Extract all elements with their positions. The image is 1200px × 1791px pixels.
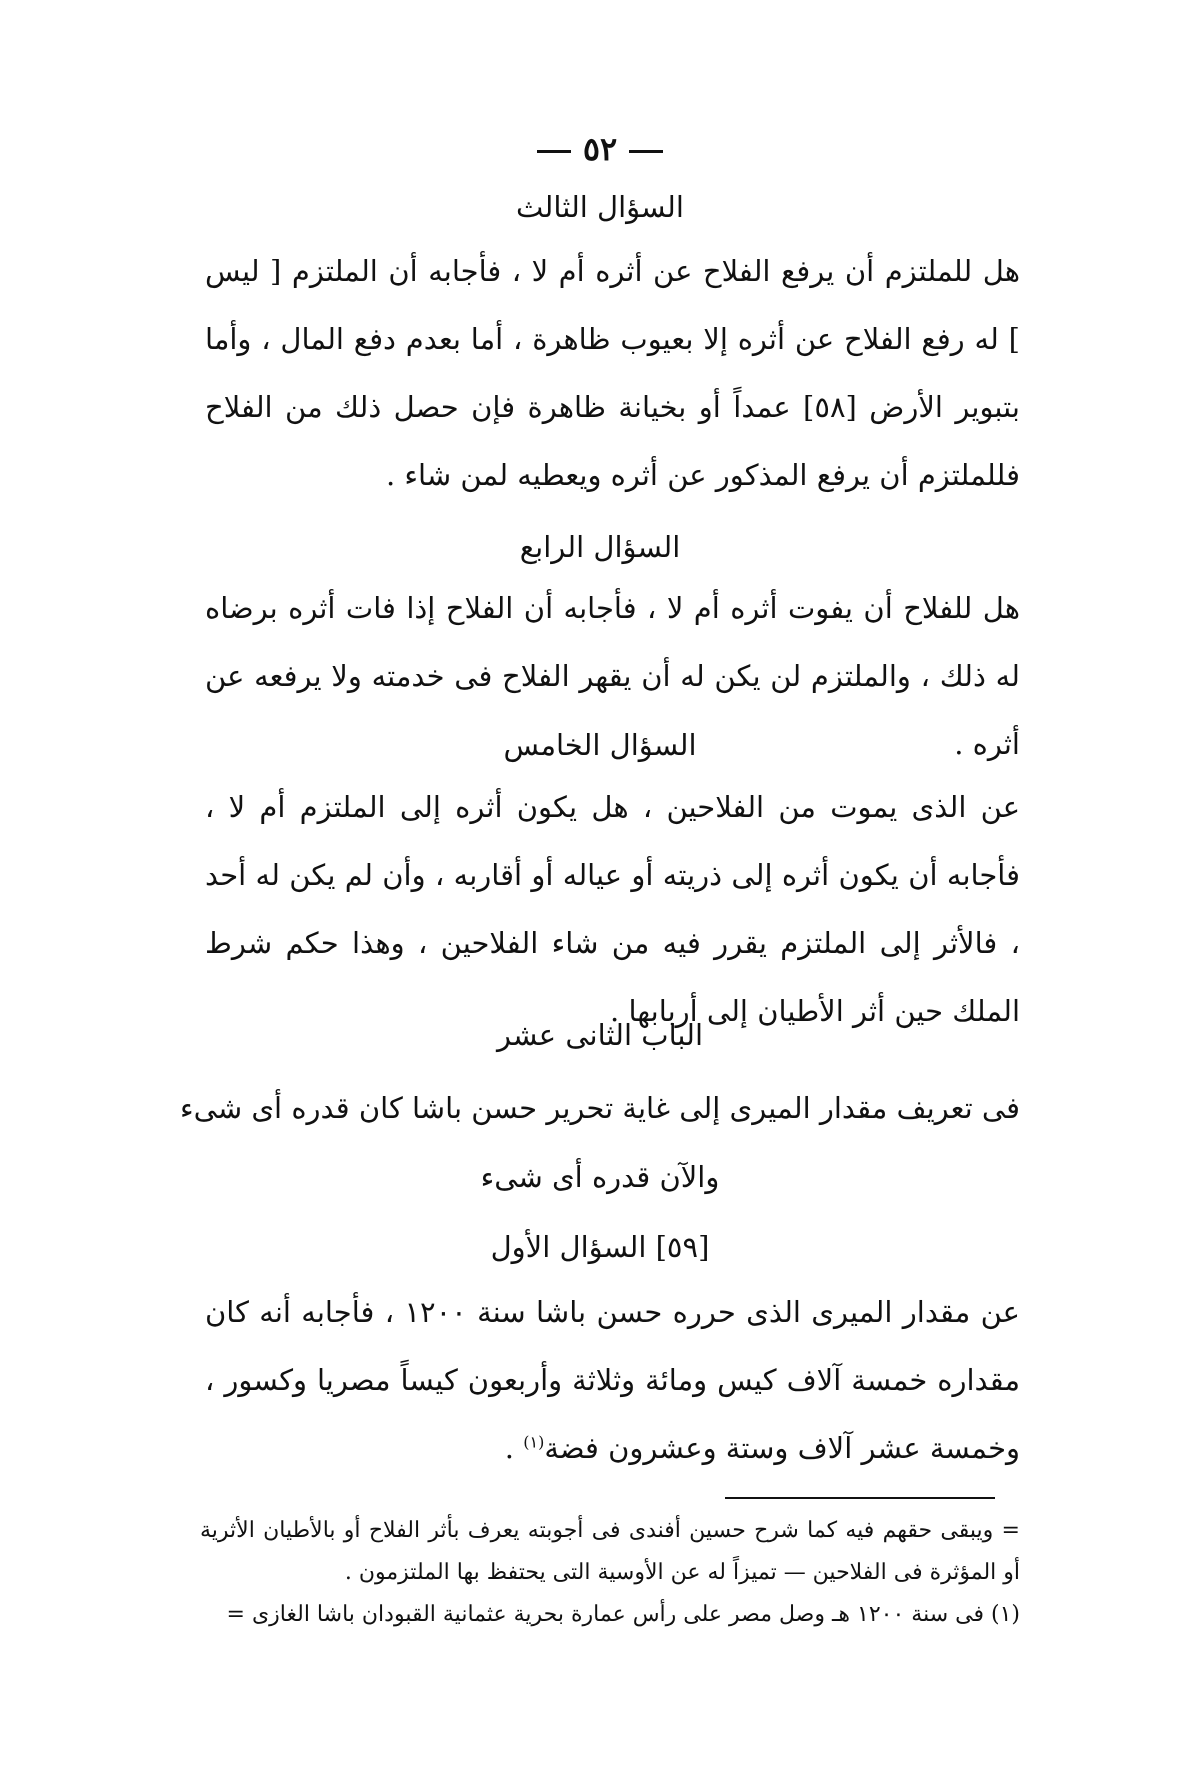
q1-paragraph (205, 1278, 1020, 1482)
q4-heading: السؤال الرابع (519, 530, 681, 564)
page-number-dash-right (629, 150, 663, 153)
page-number-text: ٥٢ (582, 130, 618, 168)
footnotes (200, 1510, 1020, 1636)
q5-heading: السؤال الخامس (503, 728, 697, 762)
footnote-1: (١) فى سنة ١٢٠٠ هـ وصل مصر على رأس عمارة بحرية عثمانية القبودان باشا الغازى = (226, 1602, 1020, 1627)
q4-paragraph: هل للفلاح أن يفوت أثره أم لا ، فأجابه أن الفلاح إذا فات أثره برضاه له ذلك ، والملتزم لن يكن له أن يقهر الفلاح فى خدمته ولا يرفعه عن أثره . (205, 591, 1020, 761)
q3-heading: السؤال الثالث (516, 190, 684, 224)
page-number (0, 130, 1200, 168)
q1-heading: [٥٩] السؤال الأول (490, 1230, 710, 1264)
footnote-continuation: = ويبقى حقهم فيه كما شرح حسين أفندى فى أجوبته يعرف بأثر الفلاح أو بالأطيان الأثرية أو المؤثرة فى الفلاحين — تميزاً له عن الأوسية التى يحتفظ بها الملتزمون . (200, 1518, 1020, 1585)
page-number-dash-left (537, 150, 571, 153)
chapter-subtitle-line2: والآن قدره أى شىء (480, 1160, 720, 1194)
q1-paragraph-text: عن مقدار الميرى الذى حرره حسن باشا سنة ١٢٠٠ ، فأجابه أنه كان مقداره خمسة آلاف كيس ومائة وثلاثة وأربعون كيساً مصريا وكسور ، وخمسة عشر آلاف وستة وعشرون فضة (205, 1295, 1020, 1465)
footnote-reference: (١) (523, 1432, 545, 1452)
q3-paragraph: هل للملتزم أن يرفع الفلاح عن أثره أم لا ، فأجابه أن الملتزم [ ليس ] له رفع الفلاح عن أثره إلا بعيوب ظاهرة ، أما بعدم دفع المال ، وأما بتبوير الأرض [٥٨] عمداً أو بخيانة ظاهرة فإن حصل ذلك من الفلاح فللملتزم أن يرفع المذكور عن أثره ويعطيه لمن شاء . (205, 254, 1021, 492)
chapter-subtitle-line1: فى تعريف مقدار الميرى إلى غاية تحرير حسن باشا كان قدره أى شىء (180, 1091, 1020, 1125)
q1-paragraph-end: . (504, 1431, 524, 1465)
footnote-separator (725, 1497, 995, 1499)
chapter-title: الباب الثانى عشر (496, 1018, 704, 1052)
q5-paragraph: عن الذى يموت من الفلاحين ، هل يكون أثره إلى الملتزم أم لا ، فأجابه أن يكون أثره إلى ذريته أو عياله أو أقاربه ، وأن لم يكن له أحد ، فالأثر إلى الملتزم يقرر فيه من شاء الفلاحين ، وهذا حكم شرط الملك حين أثر الأطيان إلى أربابها . (205, 790, 1020, 1028)
